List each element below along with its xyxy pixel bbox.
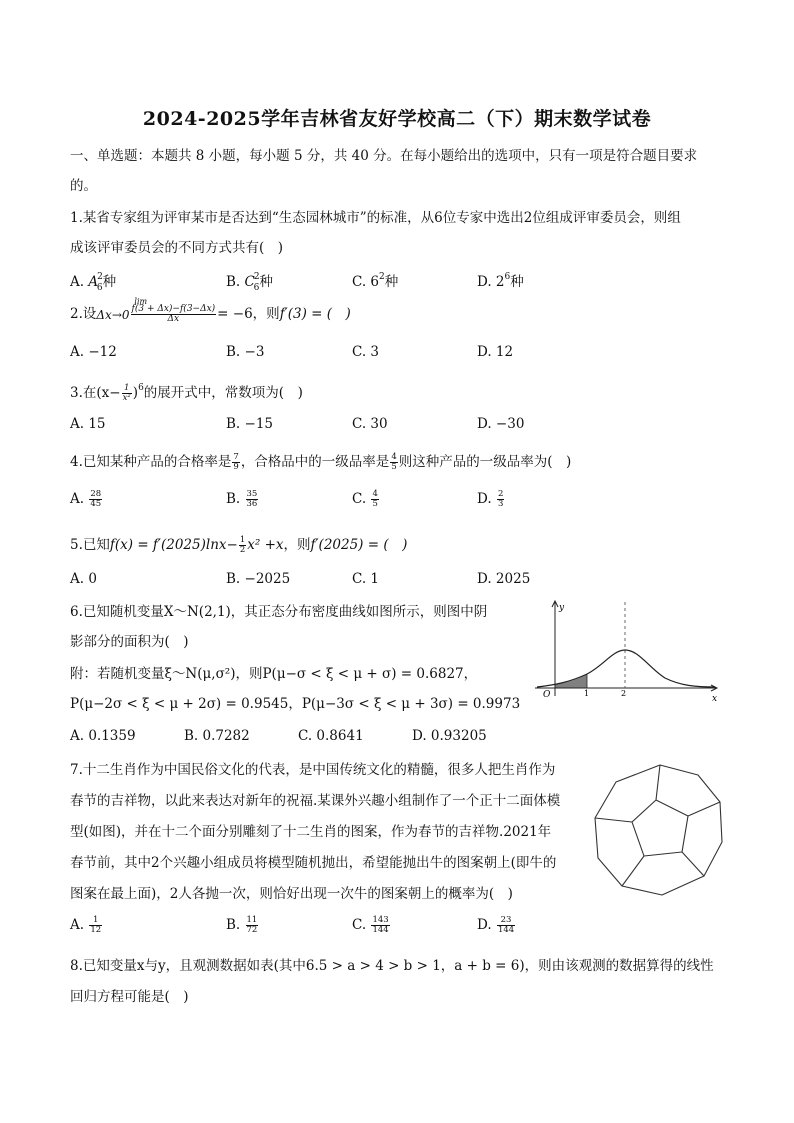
q6-option-a: A. 0.1359	[70, 728, 136, 744]
q5-option-a: A. 0	[70, 571, 97, 587]
tick-2-label: 2	[621, 689, 627, 698]
dodecahedron-front-face	[632, 800, 688, 856]
q6-option-d: D. 0.93205	[412, 728, 487, 744]
q1-option-d: D. $2^6$种	[477, 272, 524, 290]
section-heading-line1: 一、单选题：本题共 8 小题，每小题 5 分，共 40 分。在每小题给出的选项中，只有一项是符合题目要求	[70, 148, 698, 164]
normal-distribution-figure	[525, 598, 725, 708]
q7-option-a: A. $\frac{1}{12}$	[70, 915, 102, 935]
q4-option-b: B. $\frac{35}{36}$	[226, 489, 258, 509]
q1-line2: 成该评审委员会的不同方式共有( )	[70, 240, 284, 256]
q3-option-d: D. −30	[477, 416, 525, 432]
q3-stem: 3.在(x− $\frac{1}{\text{x²}}$ )$^6$的展开式中，常数项为( )	[70, 383, 303, 403]
q6-option-c: C. 0.8641	[298, 728, 364, 744]
section-heading-line2: 的。	[70, 178, 97, 194]
q7-option-c: C. $\frac{143}{144}$	[352, 915, 389, 935]
q6-line2: 影部分的面积为( )	[70, 634, 189, 650]
q3-option-a: A. 15	[70, 416, 106, 432]
q2-option-b: B. −3	[226, 344, 265, 360]
q8-line2: 回归方程可能是( )	[70, 989, 189, 1005]
q2-option-c: C. 3	[352, 344, 380, 360]
q4-stem: 4.已知某种产品的合格率是 $\frac{7}{9}$ ，合格品中的一级品率是 $\frac{4}{5}$ 则这种产品的一级品率为( )	[70, 452, 572, 472]
q7-line4: 春节前，其中2个兴趣小组成员将模型随机抛出，希望能抛出牛的图案朝上(即牛的	[70, 855, 557, 871]
q7-line1: 7.十二生肖作为中国民俗文化的代表，是中国传统文化的精髓，很多人把生肖作为	[70, 762, 556, 778]
dodecahedron-figure	[590, 760, 730, 900]
q7-line5: 图案在最上面)，2人各抛一次，则恰好出现一次牛的图案朝上的概率为( )	[70, 886, 513, 902]
q6-line1: 6.已知随机变量X～N(2,1)，其正态分布密度曲线如图所示，则图中阴	[70, 604, 488, 620]
q6-option-b: B. 0.7282	[184, 728, 250, 744]
x-axis-label: x	[712, 694, 718, 704]
density-curve	[537, 650, 715, 687]
q2-option-a: A. −12	[70, 344, 117, 360]
q8-line1: 8.已知变量x与y，且观测数据如表(其中6.5 > a > 4 > b > 1，a + b = 6)，则由该观测的数据算得的线性	[70, 958, 714, 974]
q6-line4: P(μ−2σ < ξ < μ + 2σ) = 0.9545，P(μ−3σ < ξ < μ + 3σ) = 0.9973	[70, 696, 521, 712]
q5-stem: 5.已知f(x) = f′(2025)lnx− $\frac{1}{2}$ x² +x，则f′(2025) = ( )	[70, 535, 408, 555]
y-axis-label: y	[559, 603, 565, 613]
q1-option-b: B. $C^2_6$种	[226, 272, 273, 293]
q7-line3: 型(如图)，并在十二个面分别雕刻了十二生肖的图案，作为春节的吉祥物.2021年	[70, 824, 552, 840]
q4-option-c: C. $\frac{4}{5}$	[352, 489, 378, 509]
q2-option-d: D. 12	[477, 344, 514, 360]
q7-line2: 春节的吉祥物，以此来表达对新年的祝福.某课外兴趣小组制作了一个正十二面体模	[70, 793, 561, 809]
tick-1-label: 1	[584, 689, 590, 698]
q3-option-b: B. −15	[226, 416, 273, 432]
q1-option-a: A. $A^2_6$种	[70, 272, 117, 293]
q2-stem: 2.设Δx→0 lim $\frac{f(3 + \Delta x)-f(3-\Delta x)}{\Delta x}$ = −6，则f′(3) = ( )	[70, 296, 351, 324]
page-title: 2024-2025学年吉林省友好学校高二（下）期末数学试卷	[142, 108, 652, 130]
q1-line1: 1.某省专家组为评审某市是否达到“生态园林城市”的标准，从6位专家中选出2位组成评审委员会，则组	[70, 210, 681, 226]
q4-option-d: D. $\frac{2}{3}$	[477, 489, 504, 509]
q1-option-c: C. $6^2$种	[352, 272, 399, 290]
q5-option-d: D. 2025	[477, 571, 531, 587]
q7-option-b: B. $\frac{11}{72}$	[226, 915, 258, 935]
q3-option-c: C. 30	[352, 416, 388, 432]
q5-option-b: B. −2025	[226, 571, 291, 587]
q5-option-c: C. 1	[352, 571, 380, 587]
origin-label: O	[543, 690, 551, 700]
q4-option-a: A. $\frac{28}{45}$	[70, 489, 102, 509]
q6-line3: 附：若随机变量ξ～N(μ,σ²)，则P(μ−σ < ξ < μ + σ) = 0.6827，	[70, 666, 478, 682]
q7-option-d: D. $\frac{23}{144}$	[477, 915, 515, 935]
